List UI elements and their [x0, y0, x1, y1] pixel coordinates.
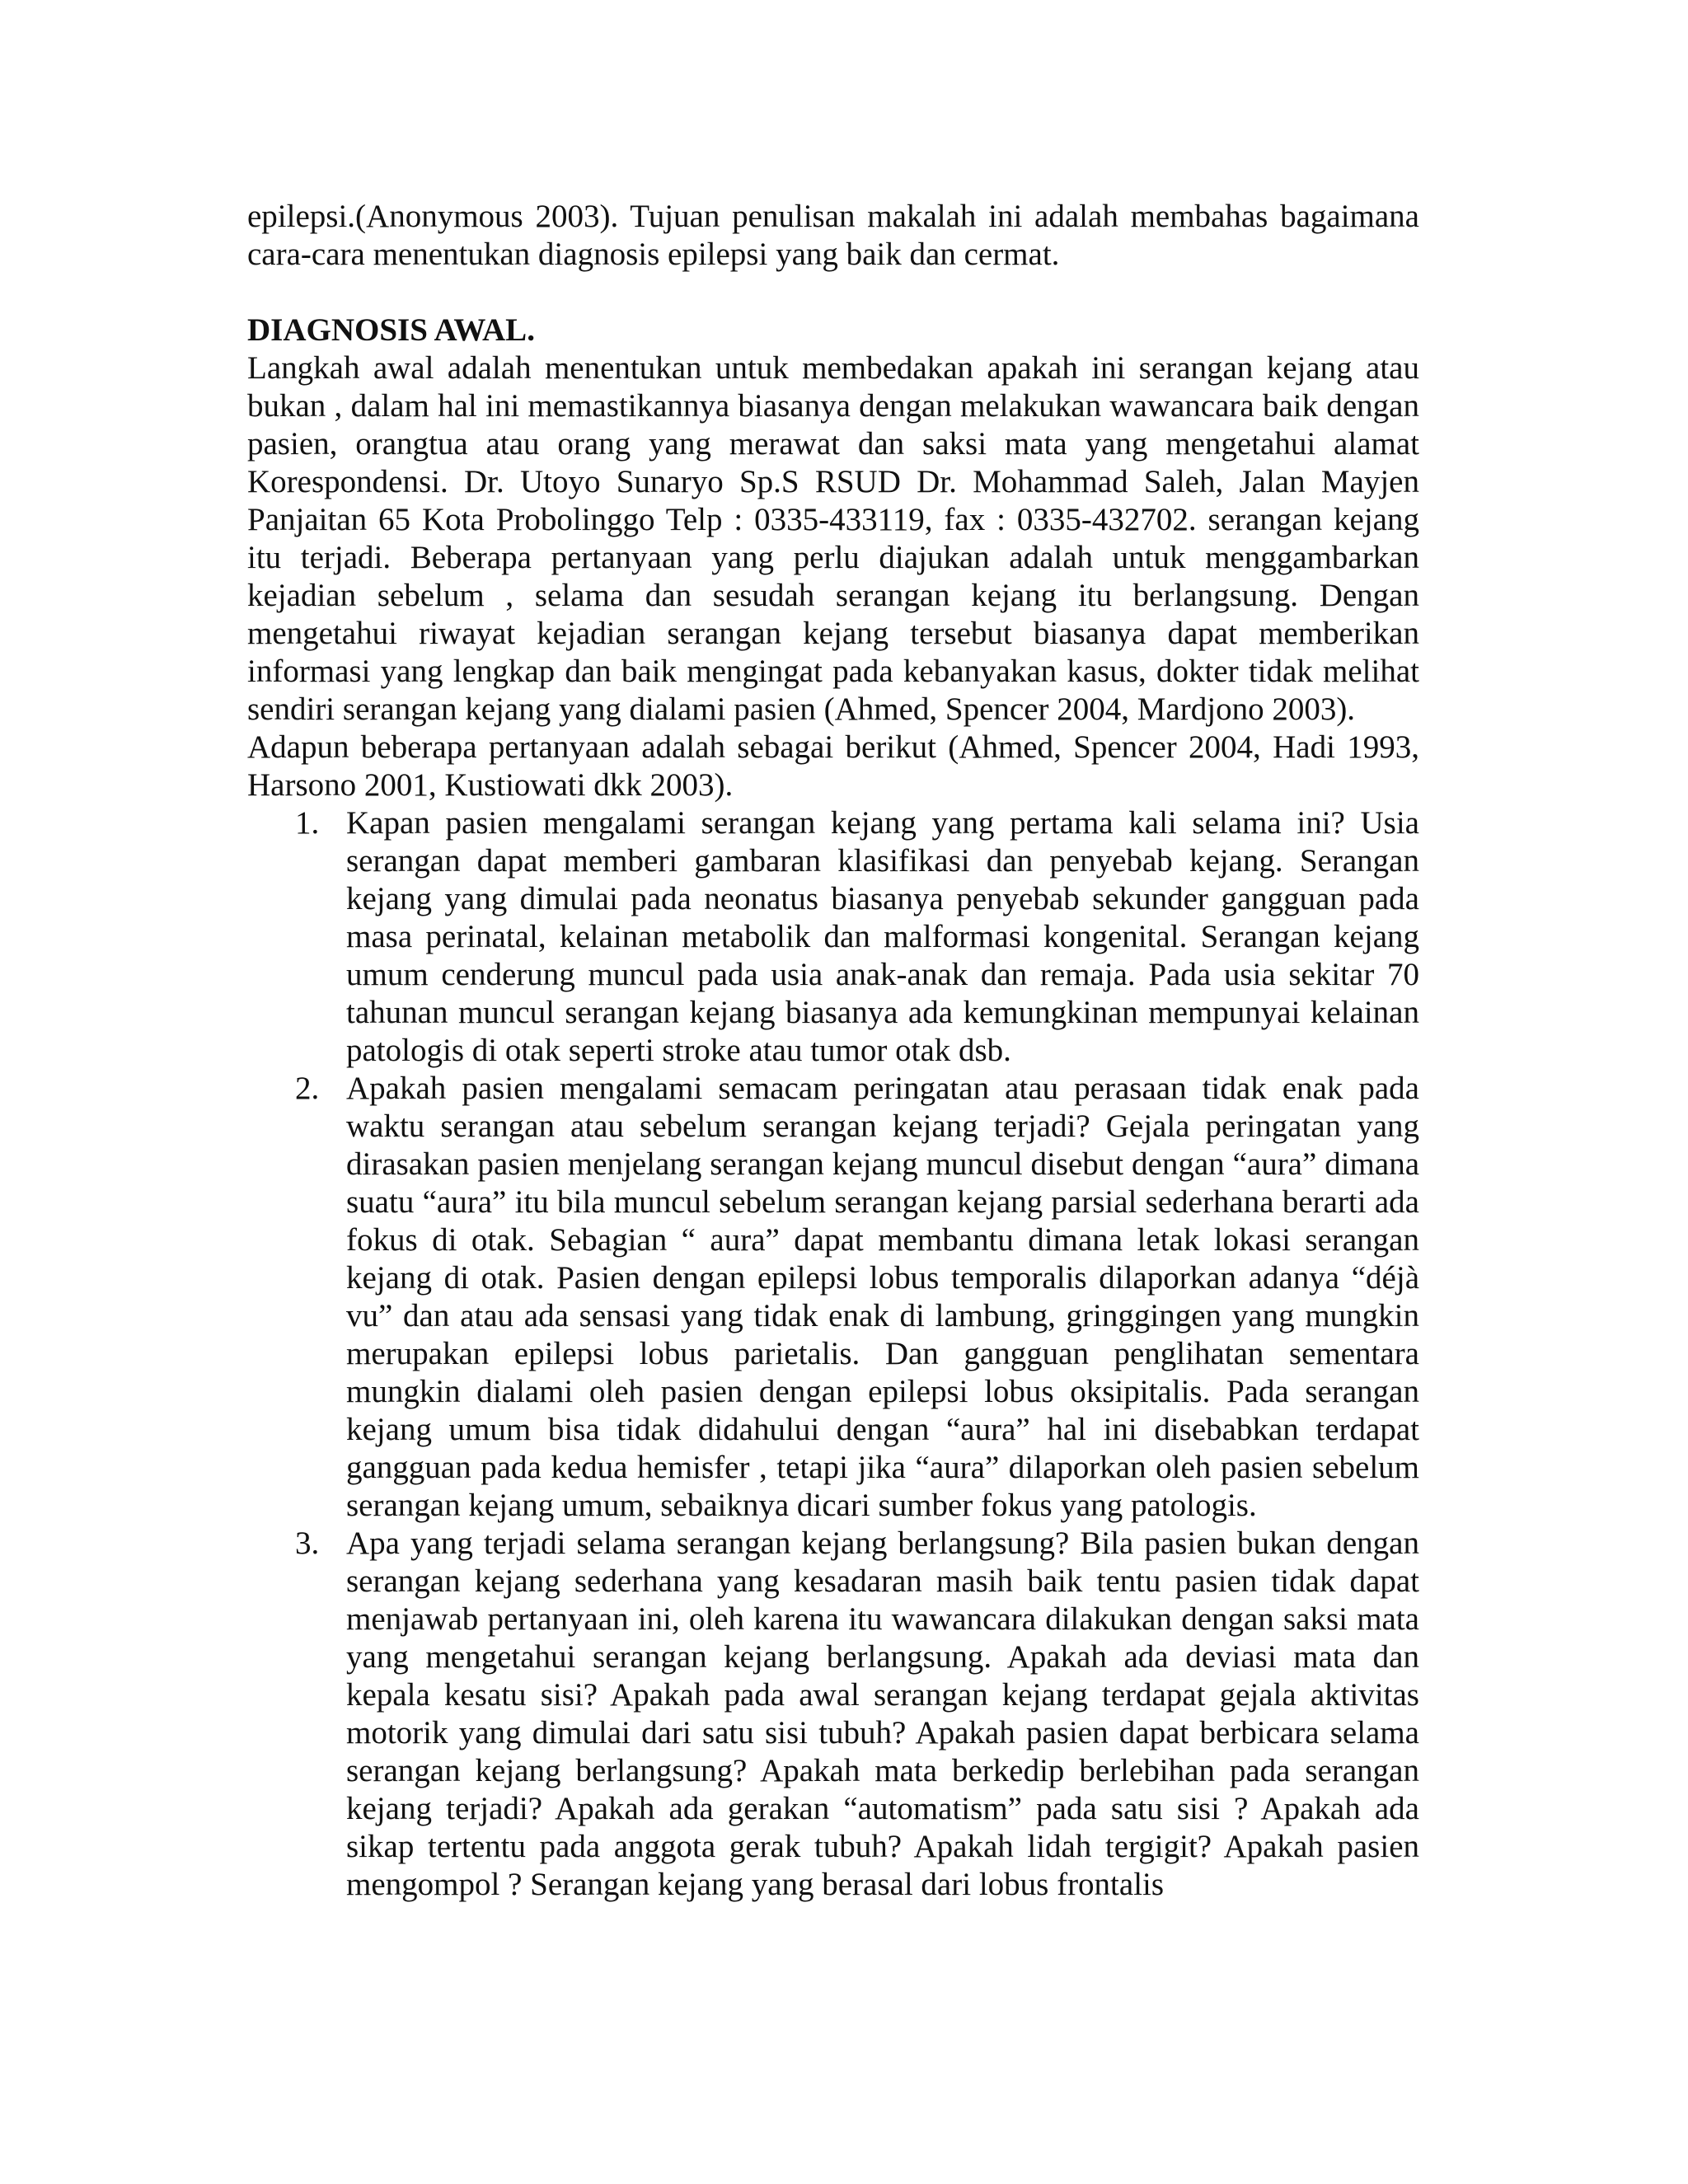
list-item [247, 804, 1419, 1070]
list-item-number: 3. [295, 1526, 320, 1561]
body-paragraph-2: Adapun beberapa pertanyaan adalah sebagai berikut (Ahmed, Spencer 2004, Hadi 1993, Harsono 2001, Kustiowati dkk 2003). [247, 729, 1419, 803]
question-list [247, 804, 1419, 1904]
list-item [247, 1525, 1419, 1904]
section-heading: DIAGNOSIS AWAL. [247, 312, 535, 348]
intro-paragraph: epilepsi.(Anonymous 2003). Tujuan penulisan makalah ini adalah membahas bagaimana cara-cara menentukan diagnosis epilepsi yang baik dan cermat. [247, 199, 1419, 272]
list-item [247, 1070, 1419, 1525]
list-item-text: Apakah pasien mengalami semacam peringatan atau perasaan tidak enak pada waktu serangan atau sebelum serangan kejang terjadi? Gejala peringatan yang dirasakan pasien menjelang serangan kejang muncul disebut dengan “aura” dimana suatu “aura” itu bila muncul sebelum serangan kejang parsial sederhana berarti ada fokus di otak. Sebagian “ aura” dapat membantu dimana letak lokasi serangan kejang di otak. Pasien dengan epilepsi lobus temporalis dilaporkan adanya “déjà vu” dan atau ada sensasi yang tidak enak di lambung, gringgingen yang mungkin merupakan epilepsi lobus parietalis. Dan gangguan penglihatan sementara mungkin dialami oleh pasien dengan epilepsi lobus oksipitalis. Pada serangan kejang umum bisa tidak didahului dengan “aura” hal ini disebabkan terdapat gangguan pada kedua hemisfer , tetapi jika “aura” dilaporkan oleh pasien sebelum serangan kejang umum, sebaiknya dicari sumber fokus yang patologis. [346, 1071, 1419, 1523]
document-page [247, 198, 1419, 1904]
paragraph-spacer [247, 274, 1419, 312]
body-paragraph-1: Langkah awal adalah menentukan untuk membedakan apakah ini serangan kejang atau bukan , dalam hal ini memastikannya biasanya dengan melakukan wawancara baik dengan pasien, orangtua atau orang yang merawat dan saksi mata yang mengetahui alamat Korespondensi. Dr. Utoyo Sunaryo Sp.S RSUD Dr. Mohammad Saleh, Jalan Mayjen Panjaitan 65 Kota Probolinggo Telp : 0335-433119, fax : 0335-432702. serangan kejang itu terjadi. Beberapa pertanyaan yang perlu diajukan adalah untuk menggambarkan kejadian sebelum , selama dan sesudah serangan kejang itu berlangsung. Dengan mengetahui riwayat kejadian serangan kejang tersebut biasanya dapat memberikan informasi yang lengkap dan baik mengingat pada kebanyakan kasus, dokter tidak melihat sendiri serangan kejang yang dialami pasien (Ahmed, Spencer 2004, Mardjono 2003). [247, 350, 1419, 727]
list-item-number: 1. [295, 805, 320, 841]
list-item-text: Kapan pasien mengalami serangan kejang yang pertama kali selama ini? Usia serangan dapat memberi gambaran klasifikasi dan penyebab kejang. Serangan kejang yang dimulai pada neonatus biasanya penyebab sekunder gangguan pada masa perinatal, kelainan metabolik dan malformasi kongenital. Serangan kejang umum cenderung muncul pada usia anak-anak dan remaja. Pada usia sekitar 70 tahunan muncul serangan kejang biasanya ada kemungkinan mempunyai kelainan patologis di otak seperti stroke atau tumor otak dsb. [346, 805, 1419, 1068]
list-item-text: Apa yang terjadi selama serangan kejang berlangsung? Bila pasien bukan dengan serangan kejang sederhana yang kesadaran masih baik tentu pasien tidak dapat menjawab pertanyaan ini, oleh karena itu wawancara dilakukan dengan saksi mata yang mengetahui serangan kejang berlangsung. Apakah ada deviasi mata dan kepala kesatu sisi? Apakah pada awal serangan kejang terdapat gejala aktivitas motorik yang dimulai dari satu sisi tubuh? Apakah pasien dapat berbicara selama serangan kejang berlangsung? Apakah mata berkedip berlebihan pada serangan kejang terjadi? Apakah ada gerakan “automatism” pada satu sisi ? Apakah ada sikap tertentu pada anggota gerak tubuh? Apakah lidah tergigit? Apakah pasien mengompol ? Serangan kejang yang berasal dari lobus frontalis [346, 1526, 1419, 1902]
list-item-number: 2. [295, 1071, 320, 1106]
